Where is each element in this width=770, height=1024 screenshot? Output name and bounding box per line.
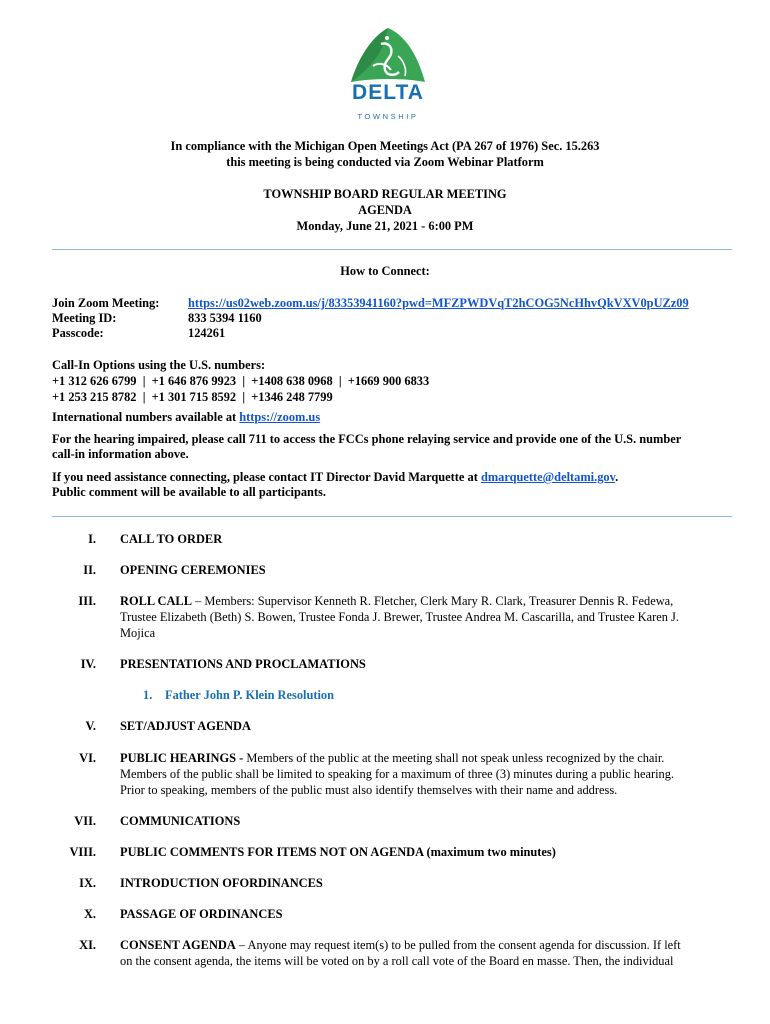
- item-public-comments: PUBLIC COMMENTS FOR ITEMS NOT ON AGENDA (maximum two minutes): [120, 845, 556, 859]
- item-consent-agenda: [120, 938, 732, 953]
- public-hearings-line-3: Prior to speaking, members of the public must also identify themselves with their name and address.: [120, 783, 618, 797]
- zoom-meeting-link[interactable]: https://us02web.zoom.us/j/83353941160?pwd=MFZPWDVqT2hCOG5NcHhvQkVXV0pUZz09: [188, 296, 689, 310]
- public-hearings-line-1: Members of the public at the meeting shall not speak unless recognized by the chair.: [243, 751, 665, 765]
- item-number: VI.: [79, 751, 96, 765]
- meeting-id-value: 833 5394 1160: [188, 311, 262, 325]
- divider-top: [52, 249, 732, 250]
- item-number: XI.: [79, 938, 96, 952]
- international-text: International numbers available at: [52, 410, 240, 424]
- public-hearings-title: PUBLIC HEARINGS -: [120, 751, 244, 765]
- callin-numbers-line-2: +1 253 215 8782 | +1 301 715 8592 | +1346 248 7799: [52, 390, 333, 404]
- callin-heading: Call-In Options using the U.S. numbers:: [52, 358, 266, 372]
- divider-bottom: [52, 516, 732, 517]
- item-number: IV.: [80, 657, 96, 671]
- item-call-to-order: CALL TO ORDER: [120, 532, 223, 546]
- passcode-value: 124261: [188, 326, 226, 340]
- klein-resolution-link[interactable]: Father John P. Klein Resolution: [165, 688, 335, 702]
- item-number: I.: [88, 532, 96, 546]
- agenda-title: AGENDA: [358, 203, 412, 217]
- consent-agenda-line-1: – Anyone may request item(s) to be pulled from the consent agenda for discussion. If left: [235, 938, 681, 952]
- hearing-impaired-line-1: For the hearing impaired, please call 711 to access the FCCs phone relaying service and provide one of the U.S. number: [52, 432, 682, 446]
- item-public-hearings: [120, 751, 732, 766]
- compliance-line-2: this meeting is being conducted via Zoom Webinar Platform: [226, 155, 544, 169]
- compliance-line-1: In compliance with the Michigan Open Meetings Act (PA 267 of 1976) Sec. 15.263: [170, 139, 600, 153]
- roll-call-title: ROLL CALL: [120, 594, 192, 608]
- public-hearings-line-2: Members of the public shall be limited to speaking for a maximum of three (3) minutes during a public hearing.: [120, 767, 674, 781]
- connect-heading: How to Connect:: [340, 264, 430, 278]
- logo-subtitle: TOWNSHIP: [357, 112, 419, 121]
- delta-township-logo: [343, 26, 433, 122]
- item-number: VII.: [74, 814, 96, 828]
- logo-wordmark: DELTA: [352, 81, 424, 104]
- assistance-line: [52, 470, 732, 485]
- item-number: II.: [83, 563, 96, 577]
- assistance-period: .: [615, 470, 619, 484]
- consent-agenda-line-2: on the consent agenda, the items will be voted on by a roll call vote of the Board en masse. Then, the individual: [120, 954, 674, 968]
- item-presentations: PRESENTATIONS AND PROCLAMATIONS: [120, 657, 366, 671]
- item-roll-call: [120, 594, 732, 609]
- item-communications: COMMUNICATIONS: [120, 814, 241, 828]
- item-number: X.: [83, 907, 96, 921]
- item-number: III.: [78, 594, 96, 608]
- item-number: V.: [85, 719, 96, 733]
- meeting-id-label: Meeting ID:: [52, 311, 117, 325]
- consent-agenda-title: CONSENT AGENDA: [120, 938, 236, 952]
- item-number: VIII.: [69, 845, 96, 859]
- public-comment-note: Public comment will be available to all participants.: [52, 485, 326, 499]
- logo-leaf-icon: [343, 26, 433, 88]
- hearing-impaired-line-2: call-in information above.: [52, 447, 189, 461]
- sub-item-number: 1.: [143, 688, 153, 702]
- international-numbers: [52, 410, 732, 425]
- it-director-email-link[interactable]: dmarquette@deltami.gov: [480, 470, 616, 484]
- roll-call-line-2: Trustee Elizabeth (Beth) S. Bowen, Trustee Fonda J. Brewer, Trustee Andrea M. Cascarilla, and Trustee Karen J.: [120, 610, 679, 624]
- item-passage-of-ordinances: PASSAGE OF ORDINANCES: [120, 907, 283, 921]
- zoom-international-link[interactable]: https://zoom.us: [239, 410, 321, 424]
- item-number: IX.: [79, 876, 96, 890]
- meeting-title: TOWNSHIP BOARD REGULAR MEETING: [263, 187, 507, 201]
- assistance-text: If you need assistance connecting, please contact IT Director David Marquette at: [52, 470, 481, 484]
- passcode-label: Passcode:: [52, 326, 104, 340]
- item-opening-ceremonies: OPENING CEREMONIES: [120, 563, 266, 577]
- roll-call-line-1: – Members: Supervisor Kenneth R. Fletcher, Clerk Mary R. Clark, Treasurer Dennis R. Fedewa,: [191, 594, 674, 608]
- item-introduction-of-ordinances: INTRODUCTION OFORDINANCES: [120, 876, 323, 890]
- callin-numbers-line-1: +1 312 626 6799 | +1 646 876 9923 | +1408 638 0968 | +1669 900 6833: [52, 374, 430, 388]
- join-label: Join Zoom Meeting:: [52, 296, 160, 310]
- meeting-date: Monday, June 21, 2021 - 6:00 PM: [296, 219, 474, 233]
- roll-call-line-3: Mojica: [120, 626, 156, 640]
- item-set-adjust-agenda: SET/ADJUST AGENDA: [120, 719, 251, 733]
